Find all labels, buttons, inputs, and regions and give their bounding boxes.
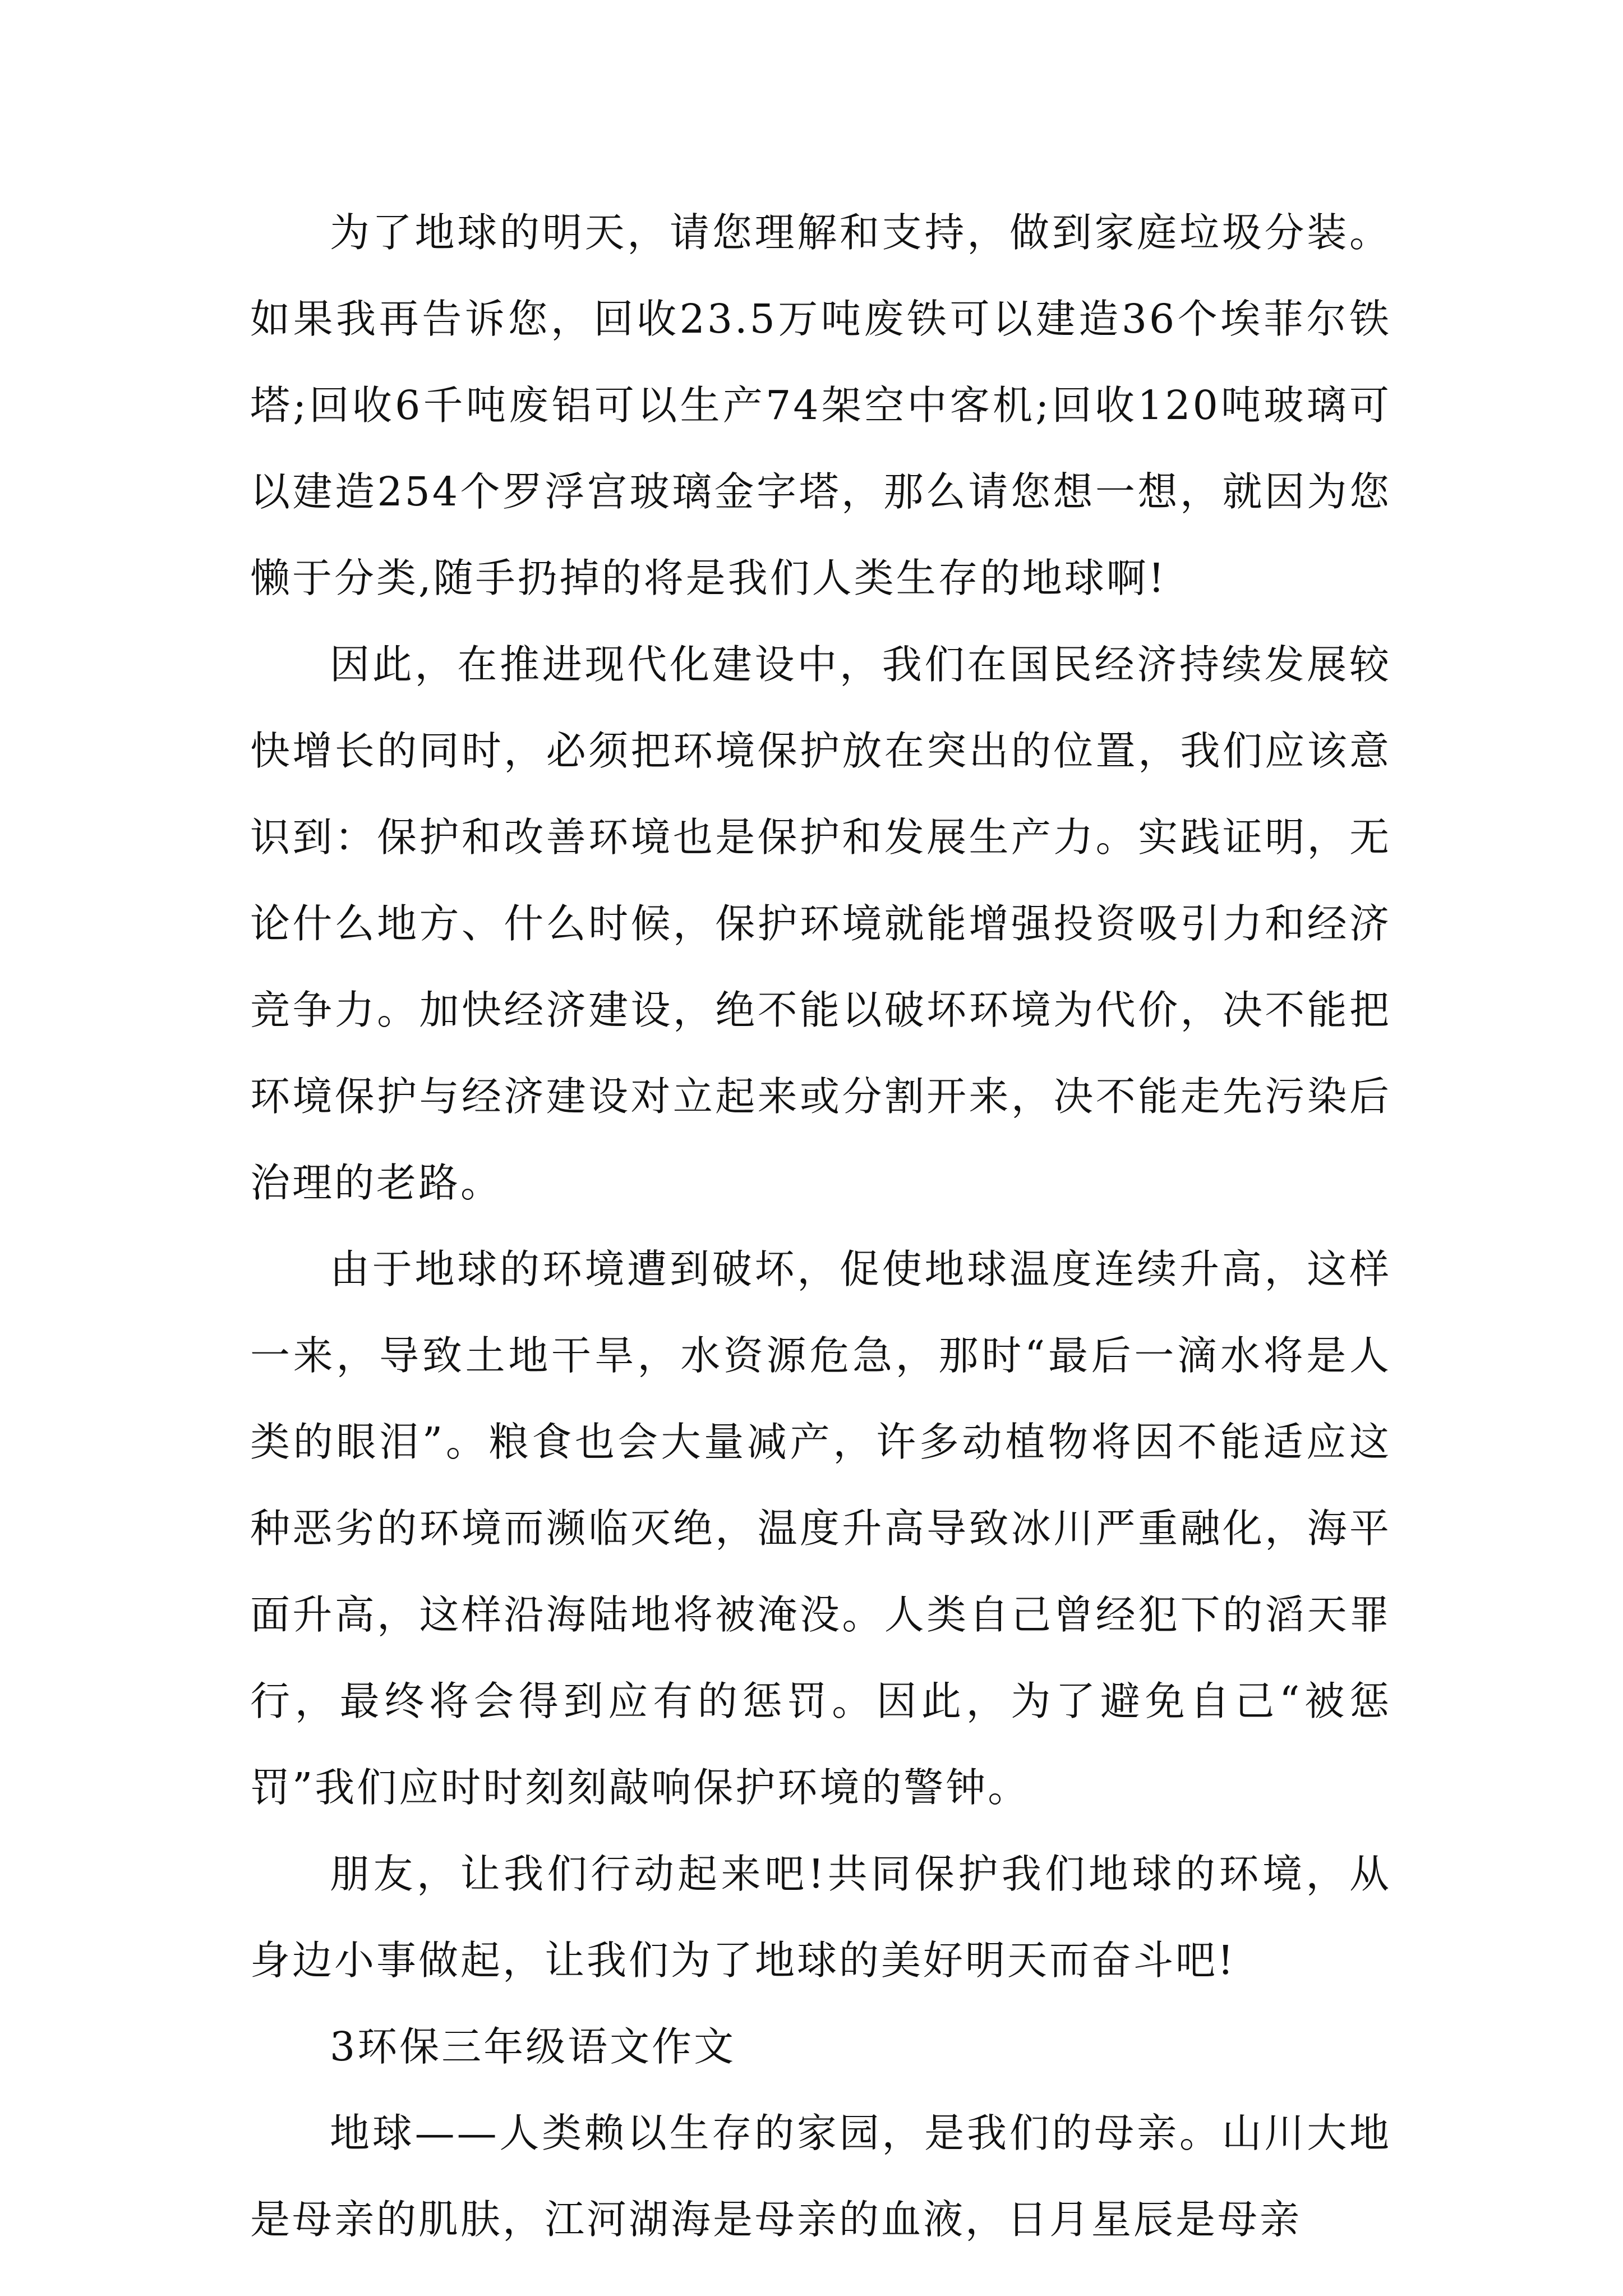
paragraph-call-to-action: 朋友，让我们行动起来吧!共同保护我们地球的环境，从身边小事做起，让我们为了地球的美好明天而奋斗吧! [250,1851,1391,1984]
paragraph-recycling: 为了地球的明天，请您理解和支持，做到家庭垃圾分装。如果我再告诉您，回收23.5万吨废铁可以建造36个埃菲尔铁塔;回收6千吨废铝可以生产74架空中客机;回收120吨玻璃可以建造254个罗浮宫玻璃金字塔，那么请您想一想，就因为您懒于分类,随手扔掉的将是我们人类生存的地球啊! [250,209,1391,601]
paragraph-environment-protection: 因此，在推进现代化建设中，我们在国民经济持续发展较快增长的同时，必须把环境保护放在突出的位置，我们应该意识到：保护和改善环境也是保护和发展生产力。实践证明，无论什么地方、什么时候，保护环境就能增强投资吸引力和经济竞争力。加快经济建设，绝不能以破坏环境为代价，决不能把环境保护与经济建设对立起来或分割开来，决不能走先污染后治理的老路。 [250,641,1391,1206]
essay-heading: 3环保三年级语文作文 [330,2023,736,2070]
paragraph-global-warming: 由于地球的环境遭到破坏，促使地球温度连续升高，这样一来，导致土地干旱，水资源危急，那时“最后一滴水将是人类的眼泪”。粮食也会大量减产，许多动植物将因不能适应这种恶劣的环境而濒临灭绝，温度升高导致冰川严重融化，海平面升高，这样沿海陆地将被淹没。人类自己曾经犯下的滔天罪行，最终将会得到应有的惩罚。因此，为了避免自己“被惩罚”我们应时时刻刻敲响保护环境的警钟。 [250,1246,1391,1811]
paragraph-earth-mother: 地球——人类赖以生存的家园，是我们的母亲。山川大地是母亲的肌肤，江河湖海是母亲的血液，日月星辰是母亲 [250,2110,1391,2243]
document-body [250,190,1391,2263]
